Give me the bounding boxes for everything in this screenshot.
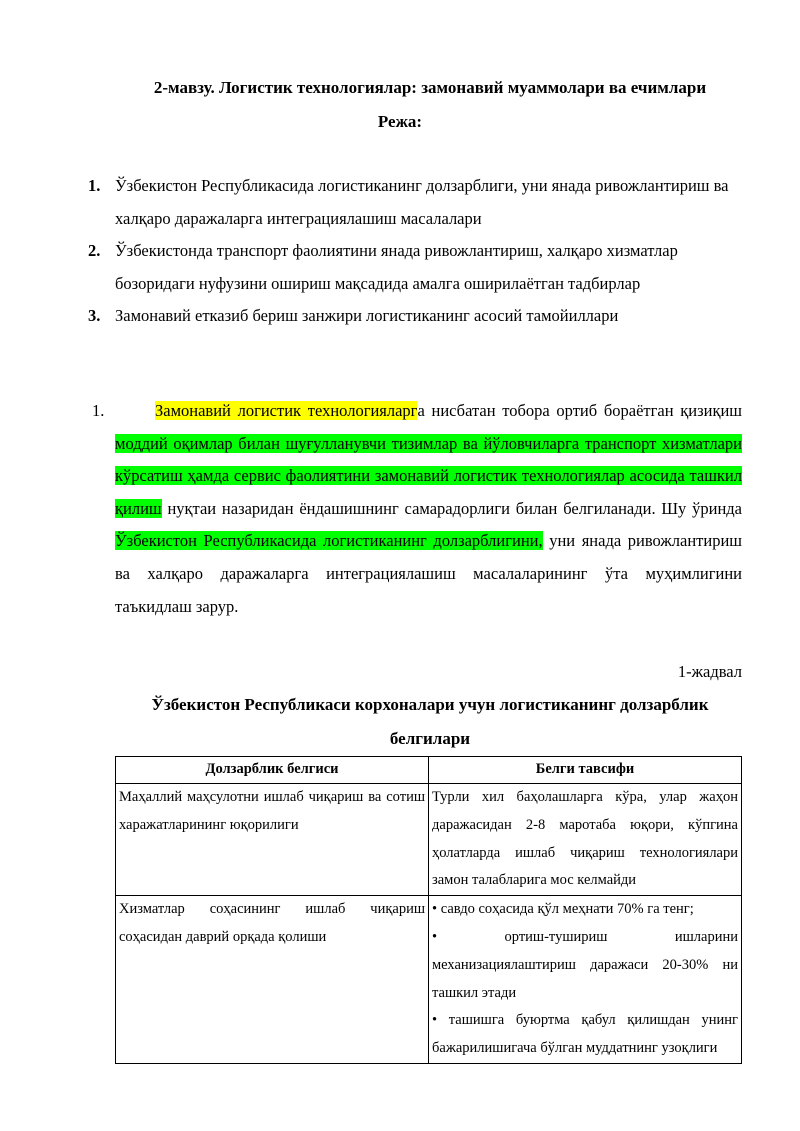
plan-item-number: 3. bbox=[88, 306, 101, 326]
plan-item-number: 2. bbox=[88, 241, 101, 261]
paragraph-number: 1. bbox=[92, 401, 105, 420]
table-title: Ўзбекистон Республикаси корхоналари учун логистиканинг долзарблик белгилари bbox=[151, 695, 709, 748]
paragraph-text: уни янада ривожлантириш ва халқаро даражаларга интеграциялашиш масалаларининг ўта муҳимлигини таъкидлаш зарур. bbox=[115, 531, 742, 616]
desc-bullet: • савдо соҳасида қўл меҳнати 70% га тенг; bbox=[432, 901, 694, 918]
desc-bullet: • ташишга буюртма қабул қилишдан унинг бажарилишигача бўлган муддатнинг узоқлиги bbox=[432, 1012, 738, 1057]
table-header-cell: Белги тавсифи bbox=[429, 757, 742, 784]
table-cell-desc bbox=[429, 784, 742, 896]
relevance-table bbox=[115, 756, 742, 1064]
body-paragraph bbox=[92, 395, 742, 623]
plan-item bbox=[88, 170, 748, 235]
desc-bullet: • ортиш-тушириш ишларини механизациялаштириш даражаси 20-30% ни ташкил этади bbox=[432, 928, 738, 1001]
paragraph-text: а нисбатан тобора ортиб бораётган қизиқиш bbox=[417, 401, 742, 420]
table-header-row bbox=[116, 757, 742, 784]
plan-item-number: 1. bbox=[88, 176, 101, 195]
table-row bbox=[116, 896, 742, 1064]
table-cell-desc bbox=[429, 896, 742, 1064]
table-number: 1-жадвал bbox=[677, 662, 742, 681]
plan-item-text: Ўзбекистон Республикасида логистиканинг долзарблиги, уни янада ривожлантириш ва халқаро даражаларга интеграциялашиш масалалари bbox=[115, 176, 729, 228]
plan-item bbox=[88, 300, 748, 333]
plan-item-text: Ўзбекистонда транспорт фаолиятини янада ривожлантириш, халқаро хизматлар бозоридаги нуфузини ошириш мақсадида амалга оширилаётган тадбирлар bbox=[115, 241, 678, 293]
paragraph-text: нуқтаи назаридан ёндашишнинг самарадорлиги билан белгиланади. Шу ўринда bbox=[161, 498, 742, 518]
highlight-green: моддий оқимлар билан шуғулланувчи тизимлар ва йўловчиларга транспорт хизматлари кўрсатиш ҳамда сервис фаолиятини замонавий логистик технологиялар асосида ташкил қилиш bbox=[115, 433, 742, 518]
plan-list bbox=[88, 170, 748, 333]
highlight-green: Ўзбекистон Республикасида логистиканинг долзарблигини, bbox=[115, 531, 543, 551]
plan-heading: Режа: bbox=[377, 112, 423, 131]
table-cell-sign: Маҳаллий маҳсулотни ишлаб чиқариш ва сотиш харажатларининг юқорилиги bbox=[116, 784, 429, 896]
table-row bbox=[116, 784, 742, 896]
plan-item-text: Замонавий етказиб бериш занжири логистиканинг асосий тамойиллари bbox=[115, 306, 619, 326]
table-header-cell: Долзарблик белгиси bbox=[116, 757, 429, 784]
plan-item bbox=[88, 235, 748, 300]
desc-line: Турли хил баҳолашларга кўра, улар жаҳон даражасидан 2-8 маротаба юқори, кўпгина ҳолатларда ишлаб чиқариш технологиялари замон талабларига мос келмайди bbox=[432, 789, 738, 889]
highlight-yellow: Замонавий логистик технологияларг bbox=[155, 401, 418, 420]
table-cell-sign: Хизматлар соҳасининг ишлаб чиқариш соҳасидан даврий орқада қолиши bbox=[116, 896, 429, 1064]
topic-title: 2-мавзу. Логистик технологиялар: замонавий муаммолари ва ечимлари bbox=[153, 78, 707, 97]
